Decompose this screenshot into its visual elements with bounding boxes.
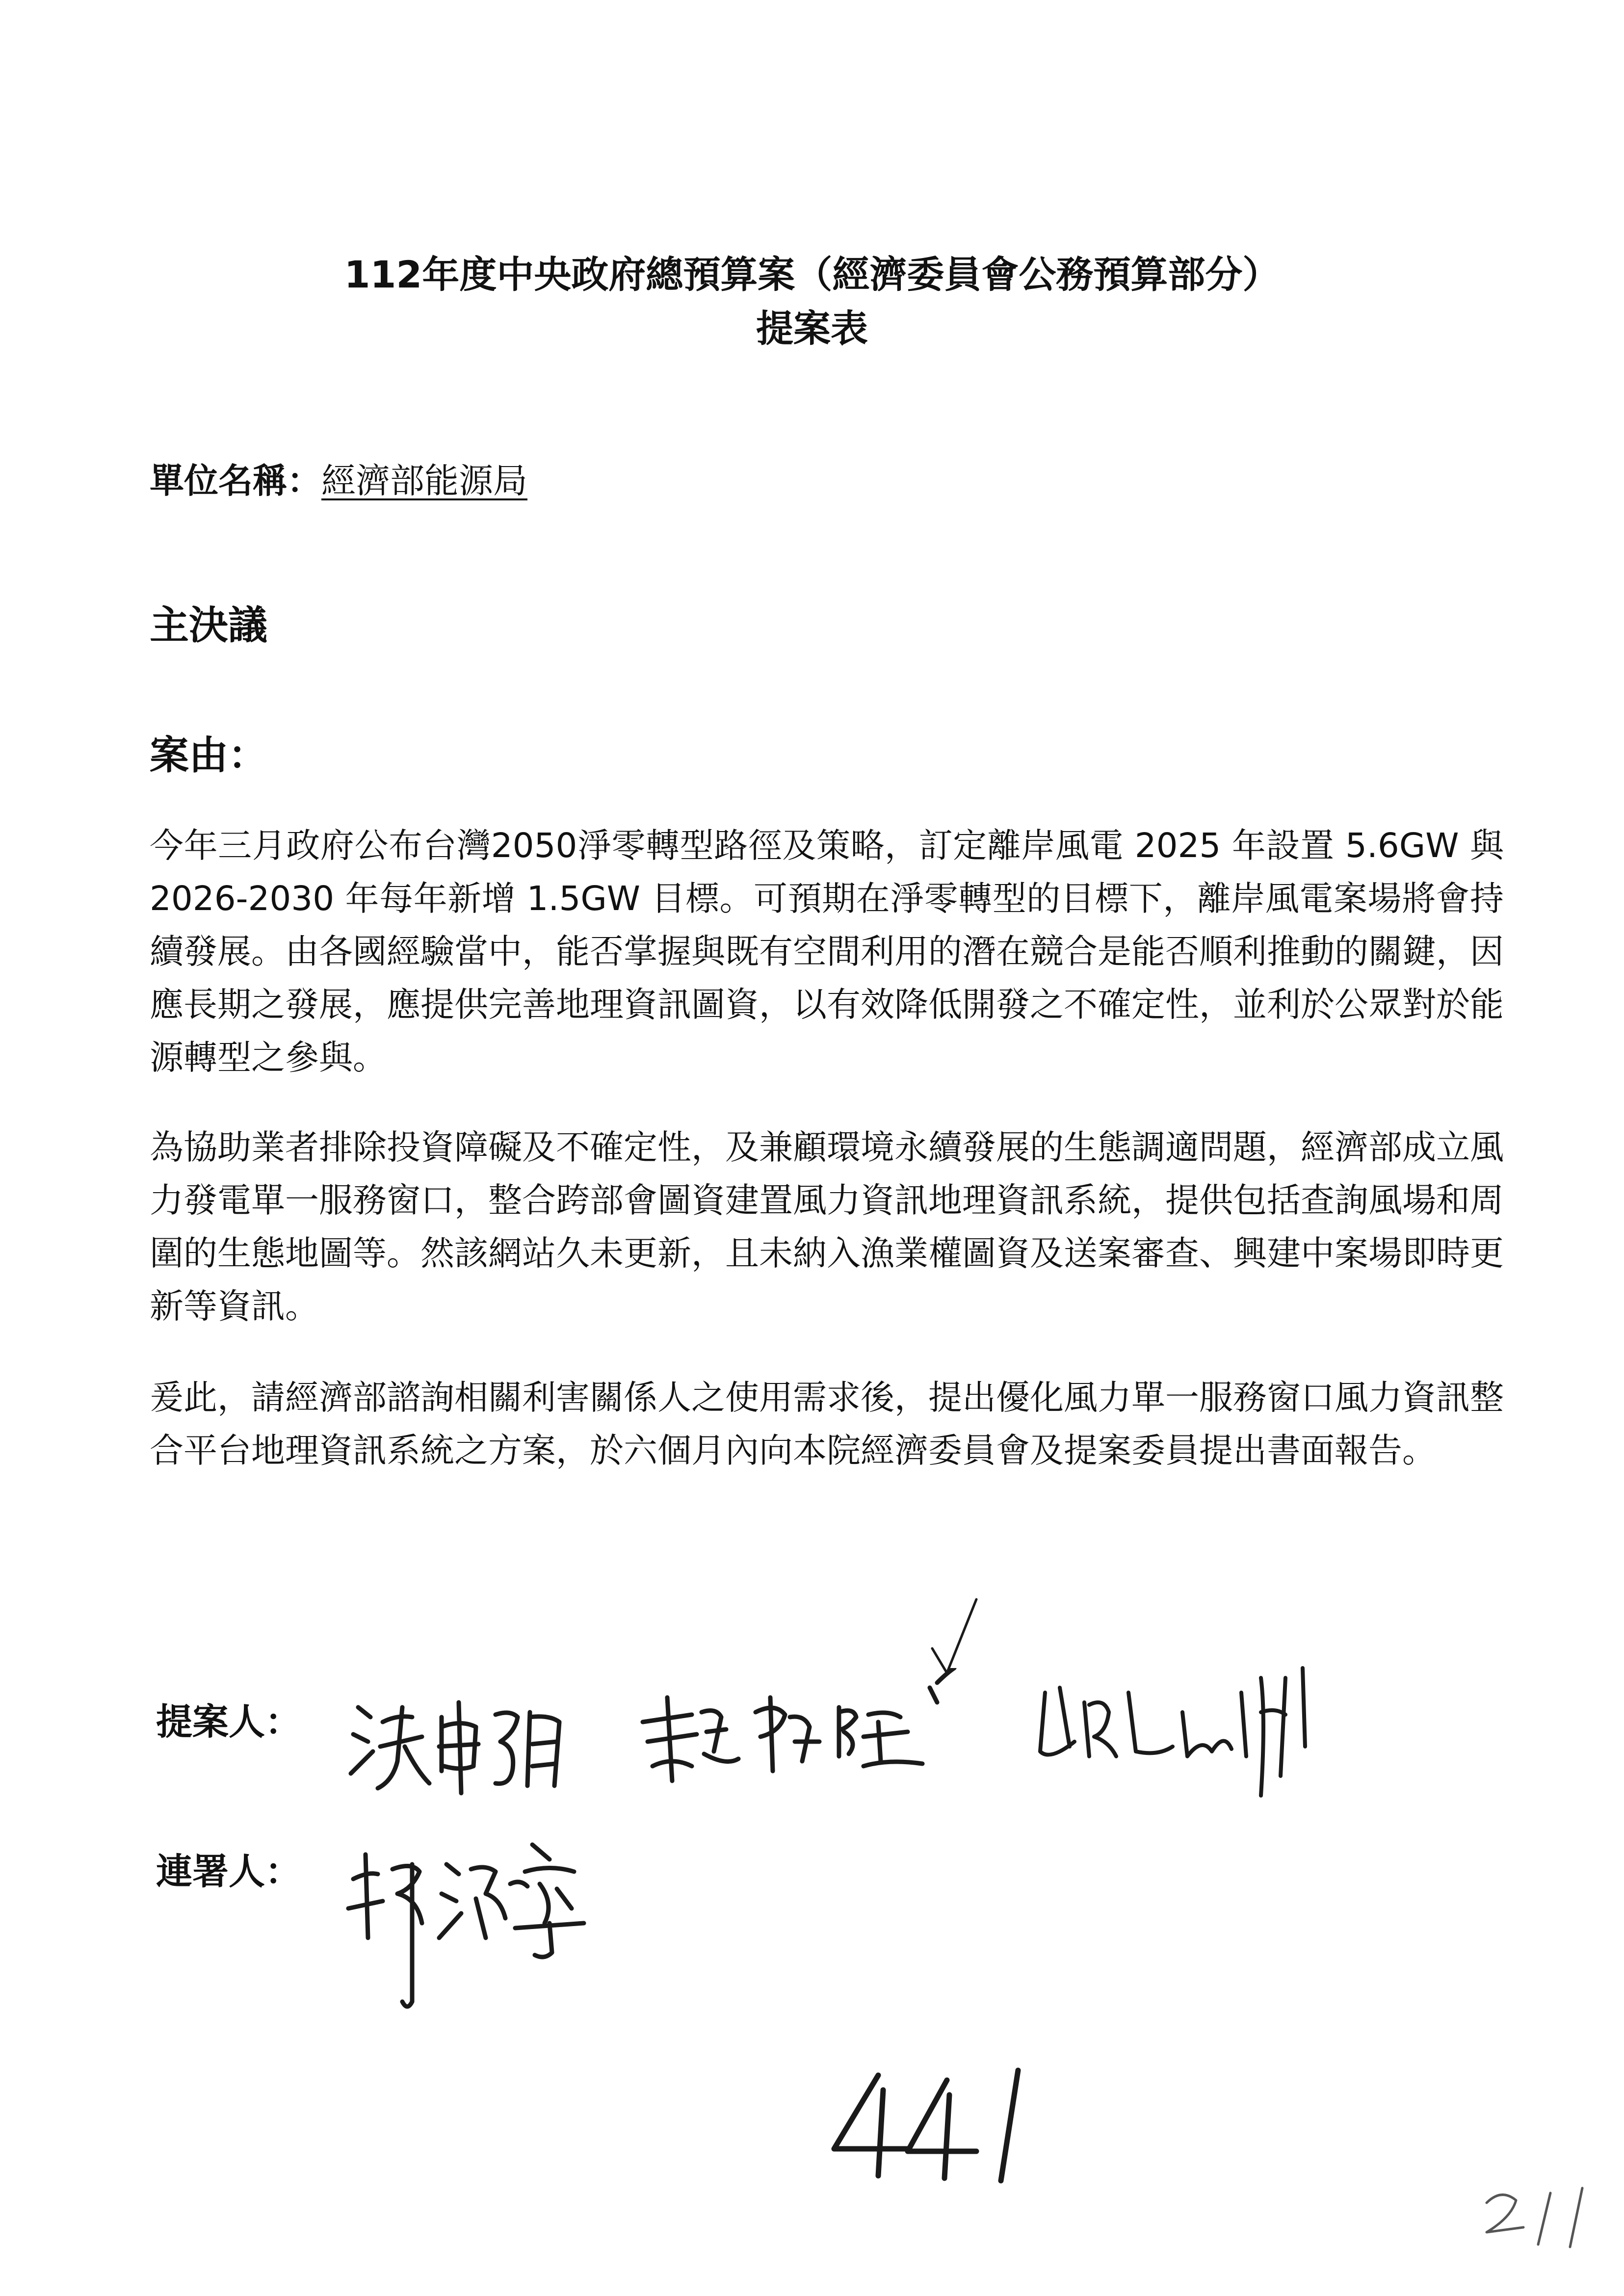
main-resolution-heading: 主決議 (150, 602, 267, 648)
document-title: 112年度中央政府總預算案（經濟委員會公務預算部分） (344, 253, 1280, 296)
proposer-signature-1 (343, 1688, 569, 1800)
handwritten-page-number (824, 2061, 1030, 2188)
document-subtitle: 提案表 (756, 307, 868, 350)
reason-heading: 案由： (150, 732, 267, 778)
reason-paragraph-2: 為協助業者排除投資障礙及不確定性，及兼顧環境永續發展的生態調適問題，經濟部成立風力發電單一服務窗口，整合跨部會圖資建置風力資訊地理資訊系統，提供包括查詢風場和周圍的生態地圖等。然該網站久未更新，且未納入漁業權圖資及送案審查、興建中案場即時更新等資訊。 (150, 1128, 1504, 1326)
proposer-signature-3 (1030, 1658, 1335, 1815)
proposer-label: 提案人： (156, 1701, 301, 1743)
reason-paragraph-3: 爰此，請經濟部諮詢相關利害關係人之使用需求後，提出優化風力單一服務窗口風力資訊整合平台地理資訊系統之方案，於六個月內向本院經濟委員會及提案委員提出書面報告。 (150, 1378, 1504, 1470)
checkmark-icon (927, 1594, 981, 1678)
unit-name-row (150, 454, 527, 508)
proposer-signature-2 (633, 1668, 967, 1796)
unit-name-value: 經濟部能源局 (321, 461, 527, 501)
unit-name-label: 單位名稱： (150, 461, 321, 501)
cosigner-label: 連署人： (156, 1851, 301, 1893)
handwritten-corner-number (1477, 2178, 1590, 2252)
reason-paragraph-1: 今年三月政府公布台灣2050淨零轉型路徑及策略，訂定離岸風電 2025 年設置 5.6GW 與 2026-2030 年每年新增 1.5GW 目標。可預期在淨零轉型的目標下，離岸風電案場將會持續發展。由各國經驗當中，能否掌握與既有空間利用的潛在競合是能否順利推動的關鍵，因應長期之發展，應提供完善地理資訊圖資，以有效降低開發之不確定性，並利於公眾對於能源轉型之參與。 (150, 826, 1504, 1077)
cosigner-signature (339, 1825, 613, 2021)
